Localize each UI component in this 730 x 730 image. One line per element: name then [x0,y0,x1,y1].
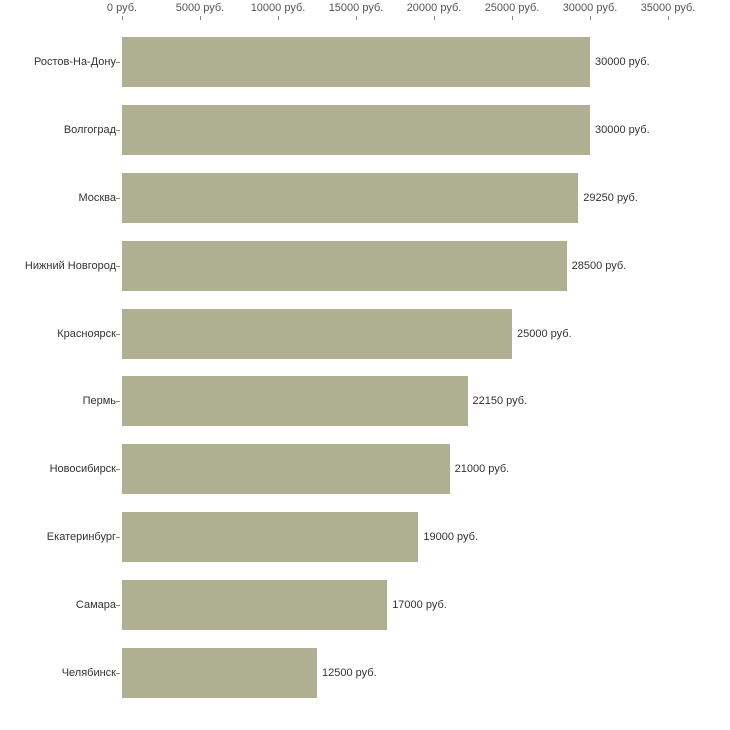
bar-value-label: 28500 руб. [571,259,627,272]
bar-value-label: 17000 руб. [392,599,447,612]
bar[interactable] [122,444,450,494]
x-axis-tick-mark [200,16,201,20]
bar-value-label: 30000 руб. [595,123,650,136]
bar[interactable] [122,376,468,426]
category-tick-mark [116,130,120,131]
bar[interactable] [122,241,567,291]
x-axis-tick-mark [668,16,669,20]
x-axis-tick-label: 0 руб. [106,2,138,14]
bar[interactable] [122,173,578,223]
category-label: Волгоград [63,123,116,136]
category-tick-mark [116,62,120,63]
x-axis-tick-label: 25000 руб. [484,2,540,14]
x-axis-tick-label: 10000 руб. [250,2,306,14]
category-label: Челябинск [61,667,116,680]
bar-value-label: 21000 руб. [454,463,510,476]
category-tick-mark [116,266,120,267]
category-tick-mark [116,198,120,199]
bar-value-label: 30000 руб. [595,55,650,68]
category-label: Екатеринбург [46,531,116,544]
x-axis-tick-mark [590,16,591,20]
x-axis-tick-label: 5000 руб. [175,2,225,14]
x-axis-tick-label: 30000 руб. [562,2,618,14]
category-tick-mark [116,673,120,674]
x-axis-tick-label: 35000 руб. [640,2,696,14]
bar[interactable] [122,309,512,359]
bar[interactable] [122,648,317,698]
category-tick-mark [116,469,120,470]
category-label: Москва [78,191,116,204]
x-axis-tick-label: 20000 руб. [406,2,462,14]
category-label: Новосибирск [49,463,116,476]
category-label: Нижний Новгород [24,259,116,272]
x-axis-tick-label: 15000 руб. [328,2,384,14]
x-axis-tick-mark [434,16,435,20]
bar-value-label: 29250 руб. [583,191,638,204]
bar-value-label: 22150 руб. [472,395,528,408]
category-tick-mark [116,605,120,606]
category-tick-mark [116,537,120,538]
bar-value-label: 19000 руб. [423,531,479,544]
bar[interactable] [122,105,590,155]
category-tick-mark [116,401,120,402]
category-label: Самара [75,599,116,612]
category-label: Красноярск [57,327,116,340]
category-label: Пермь [82,395,116,408]
bar[interactable] [122,580,387,630]
bar[interactable] [122,512,418,562]
bar-value-label: 12500 руб. [322,667,377,680]
category-tick-mark [116,334,120,335]
x-axis-tick-mark [122,16,123,20]
x-axis-tick-mark [512,16,513,20]
x-axis-tick-mark [356,16,357,20]
bar-value-label: 25000 руб. [517,327,572,340]
bar[interactable] [122,37,590,87]
x-axis-tick-mark [278,16,279,20]
category-label: Ростов-На-Дону [33,55,116,68]
